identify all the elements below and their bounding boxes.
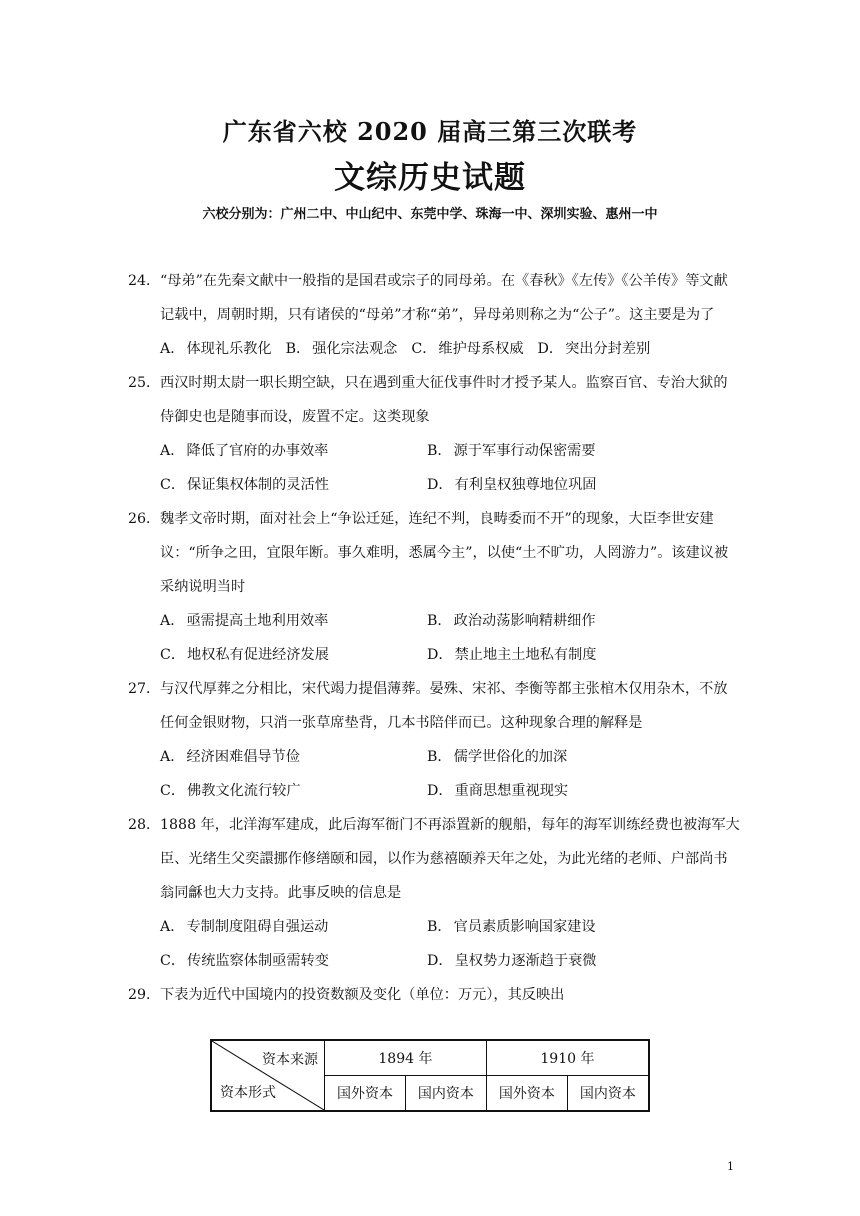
option-a: A． 亟需提高土地利用效率 — [160, 613, 329, 629]
schools-line: 六校分别为：广州二中、中山纪中、东莞中学、珠海一中、深圳实验、惠州一中 — [202, 207, 658, 222]
question-text: “母弟”在先秦文献中一般指的是国君或宗子的同母弟。在《春秋》《左传》《公羊传》等文献记载中，周朝时期，只有诸侯的“母弟”才称“弟”，异母弟则称之为“公子”。这主要是为了 — [160, 273, 728, 323]
subheader-cell: 国内资本 — [567, 1076, 649, 1112]
question-stem — [128, 808, 740, 910]
question-number: 27． — [128, 681, 161, 697]
option-a: A． 降低了官府的办事效率 — [160, 443, 329, 459]
question-text: 与汉代厚葬之分相比，宋代竭力提倡薄葬。晏殊、宋祁、李衡等都主张棺木仅用杂木，不放任何金银财物，只消一张草席垫背，几本书陪伴而已。这种现象合理的解释是 — [160, 681, 728, 731]
exam-subject-title: 文综历史试题 — [334, 160, 526, 196]
question-number: 25． — [128, 375, 161, 391]
question-stem — [128, 366, 740, 434]
option-list — [128, 332, 740, 366]
option-d: D． 重商思想重视现实 — [427, 783, 569, 799]
option-c: C． 地权私有促进经济发展 — [160, 647, 329, 663]
option-a: A． 经济困难倡导节俭 — [160, 749, 300, 765]
question-number: 26． — [128, 511, 161, 527]
table-corner-cell — [211, 1040, 325, 1111]
option-list — [128, 434, 740, 502]
option-c: C． 保证集权体制的灵活性 — [160, 477, 329, 493]
table-header-row — [211, 1040, 649, 1076]
investment-table — [210, 1039, 650, 1112]
question-number: 28． — [128, 817, 161, 833]
question-stem — [128, 978, 740, 1012]
option-d: D． 皇权势力逐渐趋于衰微 — [427, 953, 597, 969]
option-c: C． 传统监察体制亟需转变 — [160, 953, 329, 969]
option-b: B． 儒学世俗化的加深 — [427, 749, 568, 765]
question-25 — [128, 366, 740, 502]
option-b: B． 官员素质影响国家建设 — [427, 919, 596, 935]
question-text: 下表为近代中国境内的投资数额及变化（单位：万元），其反映出 — [160, 987, 565, 1003]
corner-top-label: 资本来源 — [262, 1052, 318, 1068]
corner-bottom-label: 资本形式 — [220, 1085, 276, 1101]
option-d: D． 有利皇权独尊地位巩固 — [427, 477, 597, 493]
exam-title: 广东省六校 2020 届高三第三次联考 — [222, 117, 638, 146]
question-27 — [128, 672, 740, 808]
page-number: 1 — [727, 1160, 734, 1173]
option-c: C． 维护母系权威 — [411, 341, 524, 357]
option-a: A． 体现礼乐教化 — [160, 341, 272, 357]
question-text: 1888 年，北洋海军建成，此后海军衙门不再添置新的舰船，每年的海军训练经费也被海军大臣、光绪生父奕譞挪作修缮颐和园，以作为慈禧颐养天年之处，为此光绪的老师、户部尚书翁同龢也大力支持。此事反映的信息是 — [160, 817, 740, 901]
question-number: 29． — [128, 987, 161, 1003]
option-list — [128, 910, 740, 978]
subheader-cell: 国外资本 — [486, 1076, 567, 1112]
question-text: 魏孝文帝时期，面对社会上“争讼迁延，连纪不判，良畴委而不开”的现象，大臣李世安建议：“所争之田，宜限年断。事久难明，悉属今主”，以使“土不旷功，人罔游力”。该建议被采纳说明当时 — [160, 511, 729, 595]
question-stem — [128, 264, 740, 332]
option-b: B． 强化宗法观念 — [285, 341, 398, 357]
option-list — [128, 604, 740, 672]
option-a: A． 专制制度阻碍自强运动 — [160, 919, 329, 935]
option-b: B． 政治动荡影响精耕细作 — [427, 613, 596, 629]
question-stem — [128, 502, 740, 604]
question-29 — [128, 978, 740, 1012]
question-number: 24． — [128, 273, 161, 289]
question-stem — [128, 672, 740, 740]
option-list — [128, 740, 740, 808]
question-list — [128, 264, 740, 1012]
year-header: 1894 年 — [325, 1040, 487, 1076]
question-28 — [128, 808, 740, 978]
subheader-cell: 国外资本 — [325, 1076, 406, 1112]
option-c: C． 佛教文化流行较广 — [160, 783, 301, 799]
option-d: D． 突出分封差别 — [537, 341, 651, 357]
question-24 — [128, 264, 740, 366]
question-26 — [128, 502, 740, 672]
option-d: D． 禁止地主土地私有制度 — [427, 647, 597, 663]
year-header: 1910 年 — [486, 1040, 649, 1076]
subheader-cell: 国内资本 — [405, 1076, 486, 1112]
option-b: B． 源于军事行动保密需要 — [427, 443, 596, 459]
question-text: 西汉时期太尉一职长期空缺，只在遇到重大征伐事件时才授予某人。监察百官、专治大狱的侍御史也是随事而设，废置不定。这类现象 — [160, 375, 728, 425]
